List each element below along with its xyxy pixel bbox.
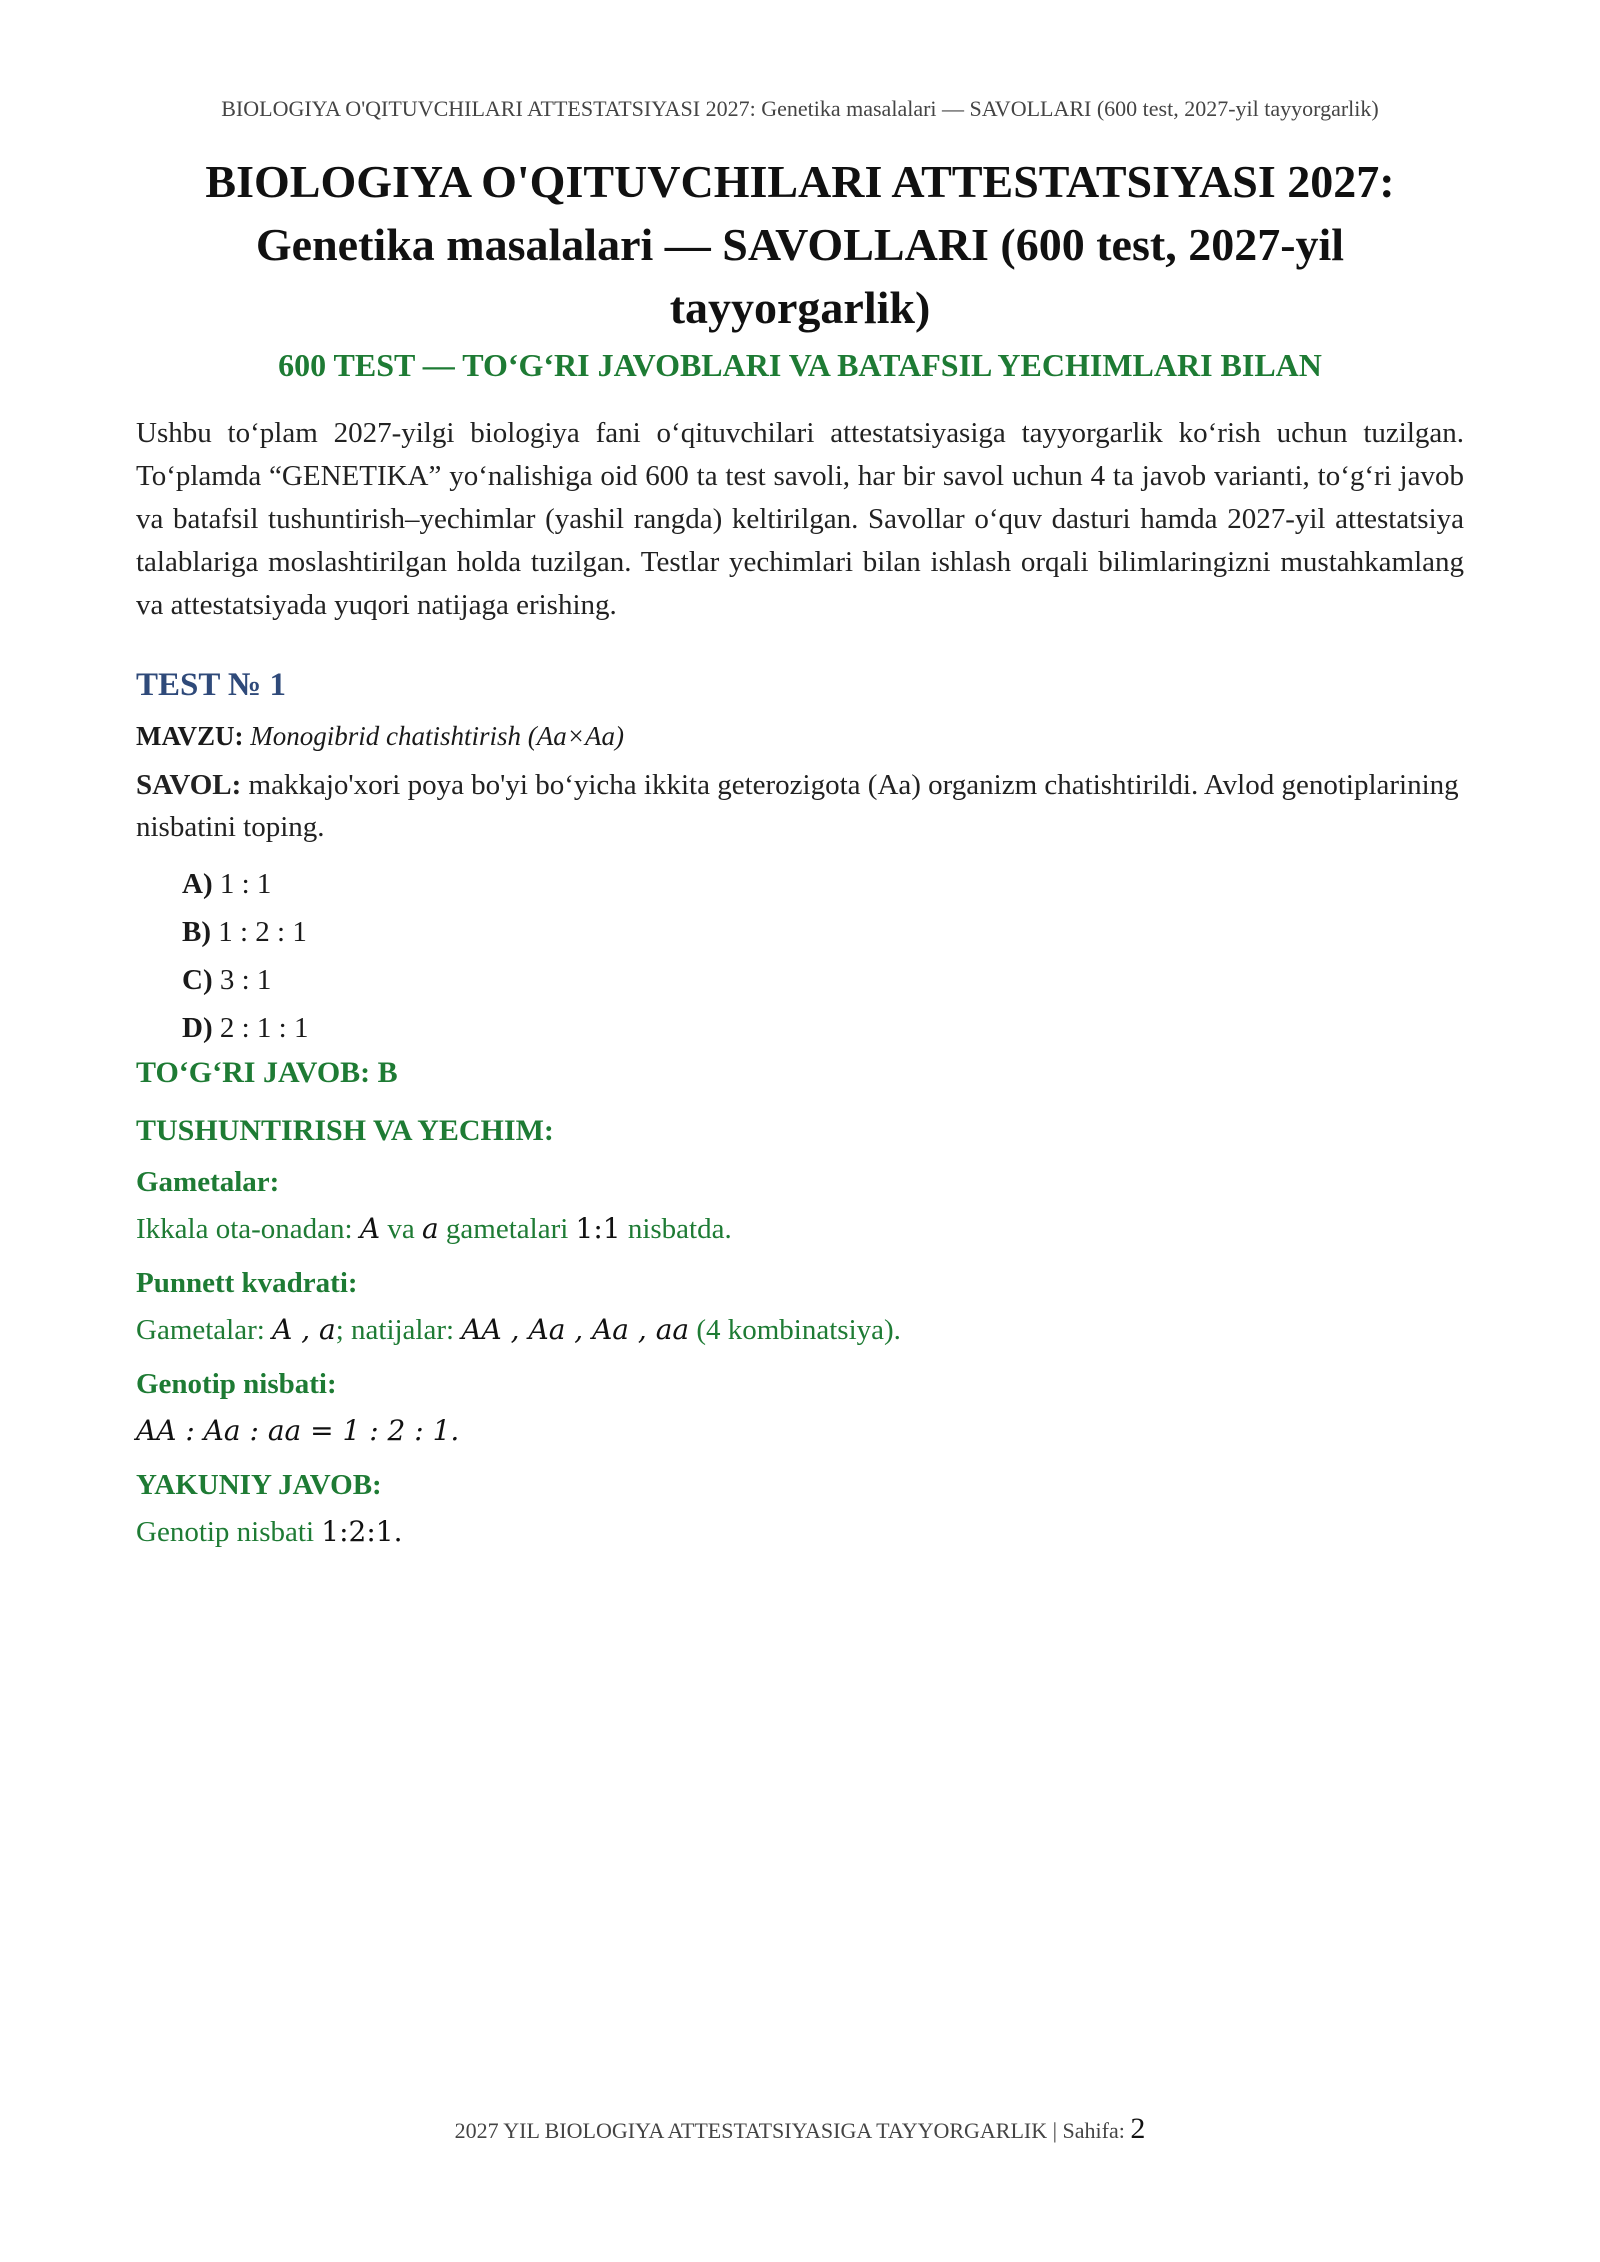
page-content	[136, 150, 1464, 1552]
punnett-results: AA , Aa , Aa , aa	[461, 1313, 690, 1346]
option-text: 1 : 2 : 1	[218, 916, 307, 948]
question-line	[136, 764, 1464, 848]
option-text: 1 : 1	[219, 868, 272, 900]
topic-label: MAVZU:	[136, 721, 244, 751]
title-line-1: BIOLOGIYA O'QITUVCHILARI ATTESTATSIYASI 2027:	[205, 156, 1395, 207]
final-answer-ratio: 1:2:1.	[321, 1515, 403, 1548]
genotype-ratio-heading: Genotip nisbati:	[136, 1368, 337, 1400]
gametes-text-post: nisbatda.	[627, 1213, 732, 1245]
intro-paragraph: Ushbu to‘plam 2027-yilgi biologiya fani o‘qituvchilari attestatsiyasiga tayyorgarlik ko‘rish uchun tuzilgan. To‘plamda “GENETIKA” yo‘nalishiga oid 600 ta test savoli, har bir savol uchun 4 ta javob varianti, to‘g‘ri javob va batafsil tushuntirish–yechimlar (yashil rangda) keltirilgan. Savollar o‘quv dasturi hamda 2027-yil attestatsiya talablariga moslashtirilgan holda tuzilgan. Testlar yechimlari bilan ishlash orqali bilimlaringizni mustahkamlang va attestatsiyada yuqori natijaga erishing.	[136, 417, 1464, 621]
option-d	[182, 1004, 1464, 1052]
gamete-a-upper: A	[359, 1212, 381, 1245]
test-heading: TEST № 1	[136, 667, 286, 703]
correct-answer: TO‘G‘RI JAVOB: B	[136, 1056, 398, 1089]
option-text: 3 : 1	[219, 964, 272, 996]
explanation-heading: TUSHUNTIRISH VA YECHIM:	[136, 1114, 554, 1147]
genotype-formula: AA : Aa : aa = 1 : 2 : 1.	[136, 1414, 460, 1447]
topic-text: Monogibrid chatishtirish (Aa×Aa)	[250, 721, 624, 751]
footer-separator: |	[1052, 2118, 1058, 2143]
option-b	[182, 908, 1464, 956]
page-number: 2	[1130, 2112, 1146, 2145]
punnett-text-pre: Gametalar:	[136, 1314, 265, 1346]
punnett-gametes: A , a	[272, 1313, 336, 1346]
option-letter: A)	[182, 868, 213, 900]
document-title	[136, 150, 1464, 339]
gametes-heading: Gametalar:	[136, 1166, 280, 1198]
gametes-text-mid: va	[387, 1213, 415, 1245]
option-letter: D)	[182, 1012, 213, 1044]
option-letter: B)	[182, 916, 211, 948]
title-line-2: Genetika masalalari — SAVOLLARI (600 test, 2027-yil	[255, 219, 1345, 270]
question-label: SAVOL:	[136, 769, 242, 801]
final-answer-heading: YAKUNIY JAVOB:	[136, 1469, 382, 1501]
title-line-3: tayyorgarlik)	[669, 282, 931, 333]
answer-options	[182, 860, 1464, 1052]
punnett-text-mid: ; natijalar:	[335, 1314, 455, 1346]
option-text: 2 : 1 : 1	[219, 1012, 309, 1044]
punnett-heading: Punnett kvadrati:	[136, 1267, 358, 1299]
gametes-text-pre: Ikkala ota-onadan:	[136, 1213, 353, 1245]
gamete-a-lower: a	[421, 1212, 439, 1245]
footer-page-label: Sahifa:	[1062, 2118, 1125, 2143]
document-subtitle: 600 TEST — TO‘G‘RI JAVOBLARI VA BATAFSIL YECHIMLARI BILAN	[278, 347, 1322, 383]
option-a	[182, 860, 1464, 908]
page-footer	[0, 2112, 1600, 2146]
footer-text: 2027 YIL BIOLOGIYA ATTESTATSIYASIGA TAYYORGARLIK	[454, 2118, 1048, 2143]
question-text: makkajo'xori poya bo'yi bo‘yicha ikkita geterozigota (Aa) organizm chatishtirildi. Avlod genotiplarining nisbatini toping.	[136, 769, 1459, 843]
gametes-ratio: 1:1	[575, 1212, 621, 1245]
final-answer-text	[136, 1512, 1464, 1552]
final-answer-pre: Genotip nisbati	[136, 1516, 315, 1548]
topic-line	[136, 718, 1464, 754]
gametes-text-mid2: gametalari	[445, 1213, 569, 1245]
option-c	[182, 956, 1464, 1004]
gametes-text	[136, 1209, 1464, 1249]
running-header: BIOLOGIYA O'QITUVCHILARI ATTESTATSIYASI 2027: Genetika masalalari — SAVOLLARI (600 test, 2027-yil tayyorgarlik)	[221, 96, 1379, 121]
punnett-text	[136, 1310, 1464, 1350]
option-letter: C)	[182, 964, 213, 996]
genotype-ratio-formula	[136, 1411, 1464, 1451]
punnett-text-post: (4 kombinatsiya).	[696, 1314, 901, 1346]
